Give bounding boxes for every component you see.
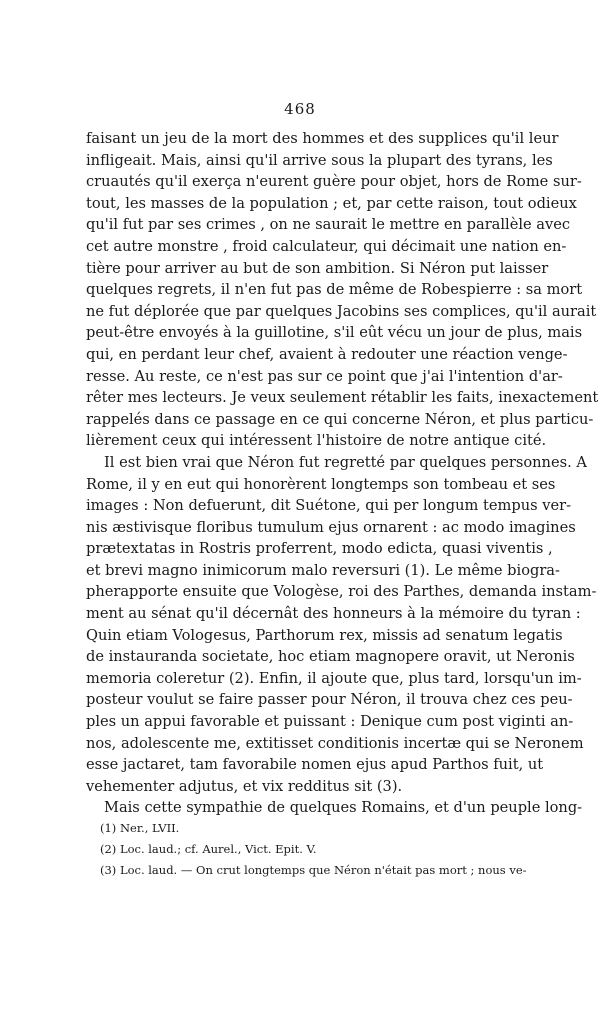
page-number: 468 <box>284 100 316 118</box>
text-line: peut-être envoyés à la guillotine, s'il eût vécu un jour de plus, mais <box>86 324 583 342</box>
text-line: ment au sénat qu'il décernât des honneurs à la mémoire du tyran : <box>86 605 581 623</box>
text-line: Mais cette sympathie de quelques Romains, et d'un peuple long- <box>104 799 583 817</box>
text-line: faisant un jeu de la mort des hommes et des supplices qu'il leur <box>86 130 559 147</box>
body-text <box>86 128 599 819</box>
text-line: tout, les masses de la population ; et, par cette raison, tout odieux <box>86 194 577 212</box>
footnote: (3) Loc. laud. — On crut longtemps que Néron n'était pas mort ; nous ve- <box>100 863 527 877</box>
text-line: ne fut déplorée que par quelques Jacobins ses complices, qu'il aurait <box>86 302 597 320</box>
text-line: qui, en perdant leur chef, avaient à redouter une réaction venge- <box>86 345 568 363</box>
text-line: de instauranda societate, hoc etiam magnopere oravit, ut Neronis <box>86 648 575 666</box>
text-line: prætextatas in Rostris proferrent, modo edicta, quasi viventis , <box>86 540 553 558</box>
text-line: Quin etiam Vologesus, Parthorum rex, missis ad senatum legatis <box>86 626 563 644</box>
text-line: qu'il fut par ses crimes , on ne saurait le mettre en parallèle avec <box>86 216 571 234</box>
text-line: Il est bien vrai que Néron fut regretté par quelques personnes. A <box>104 453 587 471</box>
text-line: Rome, il y en eut qui honorèrent longtemps son tombeau et ses <box>86 475 556 493</box>
text-line: memoria coleretur (2). Enfin, il ajoute que, plus tard, lorsqu'un im- <box>86 669 582 687</box>
text-line: cet autre monstre , froid calculateur, qui décimait une nation en- <box>86 237 567 255</box>
text-line: pherapporte ensuite que Vologèse, roi des Parthes, demanda instam- <box>86 583 597 601</box>
text-line: nis æstivisque floribus tumulum ejus ornarent : ac modo imagines <box>86 518 576 536</box>
text-line: cruautés qu'il exerça n'eurent guère pour objet, hors de Rome sur- <box>86 173 582 191</box>
footnote: (2) Loc. laud.; cf. Aurel., Vict. Epit. V. <box>100 842 317 856</box>
text-line: lièrement ceux qui intéressent l'histoire de notre antique cité. <box>86 432 547 450</box>
text-line: esse jactaret, tam favorabile nomen ejus apud Parthos fuit, ut <box>86 756 544 774</box>
text-line: tière pour arriver au but de son ambition. Si Néron put laisser <box>86 259 549 277</box>
text-line: rêter mes lecteurs. Je veux seulement rétablir les faits, inexactement <box>86 389 599 407</box>
text-line: vehementer adjutus, et vix redditus sit (3). <box>86 777 403 795</box>
text-line: resse. Au reste, ce n'est pas sur ce point que j'ai l'intention d'ar- <box>86 367 563 385</box>
text-line: quelques regrets, il n'en fut pas de même de Robespierre : sa mort <box>86 281 583 299</box>
text-line: images : Non defuerunt, dit Suétone, qui per longum tempus ver- <box>86 497 572 515</box>
text-line: rappelés dans ce passage en ce qui concerne Néron, et plus particu- <box>86 410 594 428</box>
text-line: nos, adolescente me, extitisset conditionis incertæ qui se Neronem <box>86 734 584 752</box>
text-line: infligeait. Mais, ainsi qu'il arrive sous la plupart des tyrans, les <box>86 151 553 169</box>
text-line: ples un appui favorable et puissant : Denique cum post viginti an- <box>86 713 574 731</box>
text-line: posteur voulut se faire passer pour Néron, il trouva chez ces peu- <box>86 691 573 709</box>
text-line: et brevi magno inimicorum malo reversuri (1). Le même biogra- <box>86 561 560 579</box>
footnote: (1) Ner., LVII. <box>100 821 180 835</box>
footnotes <box>100 818 527 881</box>
